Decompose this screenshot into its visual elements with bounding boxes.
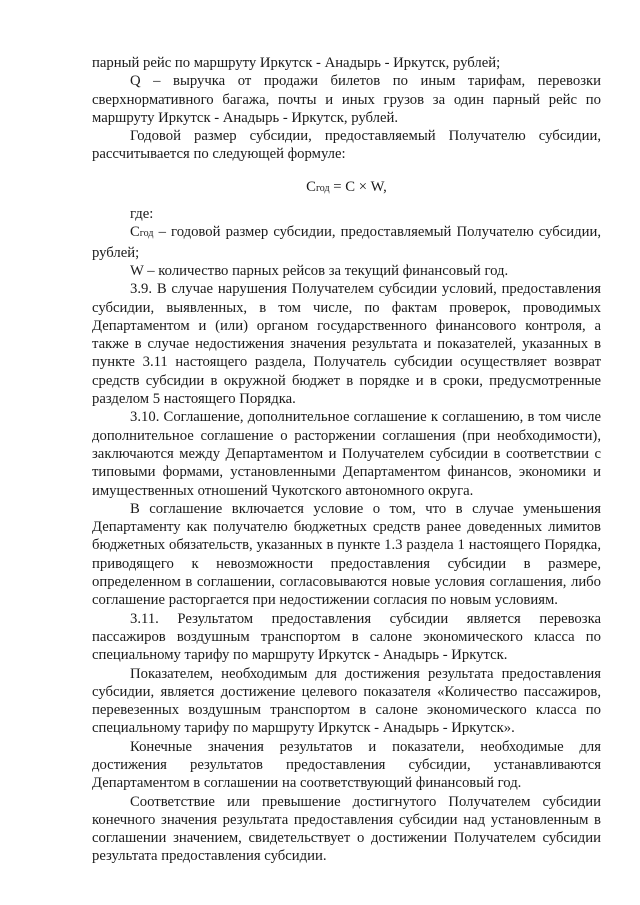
paragraph-agreement-condition: В соглашение включается условие о том, что в случае уменьшения Департаменту как получателю бюджетных средств ранее доведенных лимитов бюджетных обязательств, указанных в пункте 1.3 раздела 1 настоящего Порядка, приводящего к невозможности предоставления субсидии в размере, определенном в соглашении, согласовываются новые условия соглашения, либо соглашение расторгается при недостижении согласия по новым условиям. bbox=[92, 500, 601, 609]
formula-c: С bbox=[306, 178, 316, 195]
paragraph-cgod-definition bbox=[92, 223, 601, 262]
cgod-c: С bbox=[130, 224, 140, 241]
paragraph-3-10: 3.10. Соглашение, дополнительное соглашение к соглашению, в том числе дополнительное соглашение о расторжении соглашения (при необходимости), заключаются между Департаментом и Получателем субсидии в соответствии с типовыми формами, установленными Департаментом финансов, экономики и имущественных отношений Чукотского автономного округа. bbox=[92, 409, 601, 499]
paragraph-3-9: 3.9. В случае нарушения Получателем субсидии условий, предоставления субсидии, выявленных, в том числе, по фактам проверок, проводимых Департаментом и (или) органом государственного финансового контроля, а также в случае недостижения значения результата и показателей, указанных в пункте 3.11 настоящего раздела, Получатель субсидии осуществляет возврат средств субсидии в окружной бюджет в порядке и в сроки, предусмотренные разделом 5 настоящего Порядка. bbox=[92, 281, 601, 408]
paragraph-q-definition: Q – выручка от продажи билетов по иным тарифам, перевозки сверхнормативного багажа, почты и иных грузов за один парный рейс по маршруту Иркутск - Анадырь - Иркутск, рублей. bbox=[92, 73, 601, 126]
paragraph-final-values: Конечные значения результатов и показатели, необходимые для достижения результатов предоставления субсидии, устанавливаются Департаментом в соглашении на соответствующий финансовый год. bbox=[92, 738, 601, 792]
cgod-rest: – годовой размер субсидии, предоставляемый Получателю субсидии, рублей; bbox=[92, 224, 601, 261]
paragraph-compliance: Соответствие или превышение достигнутого Получателем субсидии конечного значения результата предоставления субсидии над установленным в соглашении значением, свидетельствует о достижении Получателем субсидии результата предоставления субсидии. bbox=[92, 793, 601, 865]
formula-rest: = С × W, bbox=[329, 178, 387, 195]
formula-subscript: год bbox=[315, 182, 330, 194]
paragraph-where: где: bbox=[130, 206, 154, 223]
paragraph-w-definition: W – количество парных рейсов за текущий финансовый год. bbox=[130, 262, 509, 279]
document-page bbox=[92, 54, 601, 866]
paragraph-3-11: 3.11. Результатом предоставления субсидии является перевозка пассажиров воздушным транспортом в салоне экономического класса по специальному тарифу по маршруту Иркутск - Анадырь - Иркутск. bbox=[92, 610, 601, 664]
paragraph-formula-intro: Годовой размер субсидии, предоставляемый Получателю субсидии, рассчитывается по следующей формуле: bbox=[92, 128, 601, 163]
formula bbox=[92, 178, 601, 198]
paragraph-indicator: Показателем, необходимым для достижения результата предоставления субсидии, является достижение целевого показателя «Количество пассажиров, перевезенных воздушным транспортом в салоне экономического класса по специальному тарифу по маршруту Иркутск - Анадырь - Иркутск». bbox=[92, 665, 601, 737]
paragraph-continuation: парный рейс по маршруту Иркутск - Анадырь - Иркутск, рублей; bbox=[92, 55, 501, 71]
cgod-subscript: год bbox=[139, 228, 154, 240]
